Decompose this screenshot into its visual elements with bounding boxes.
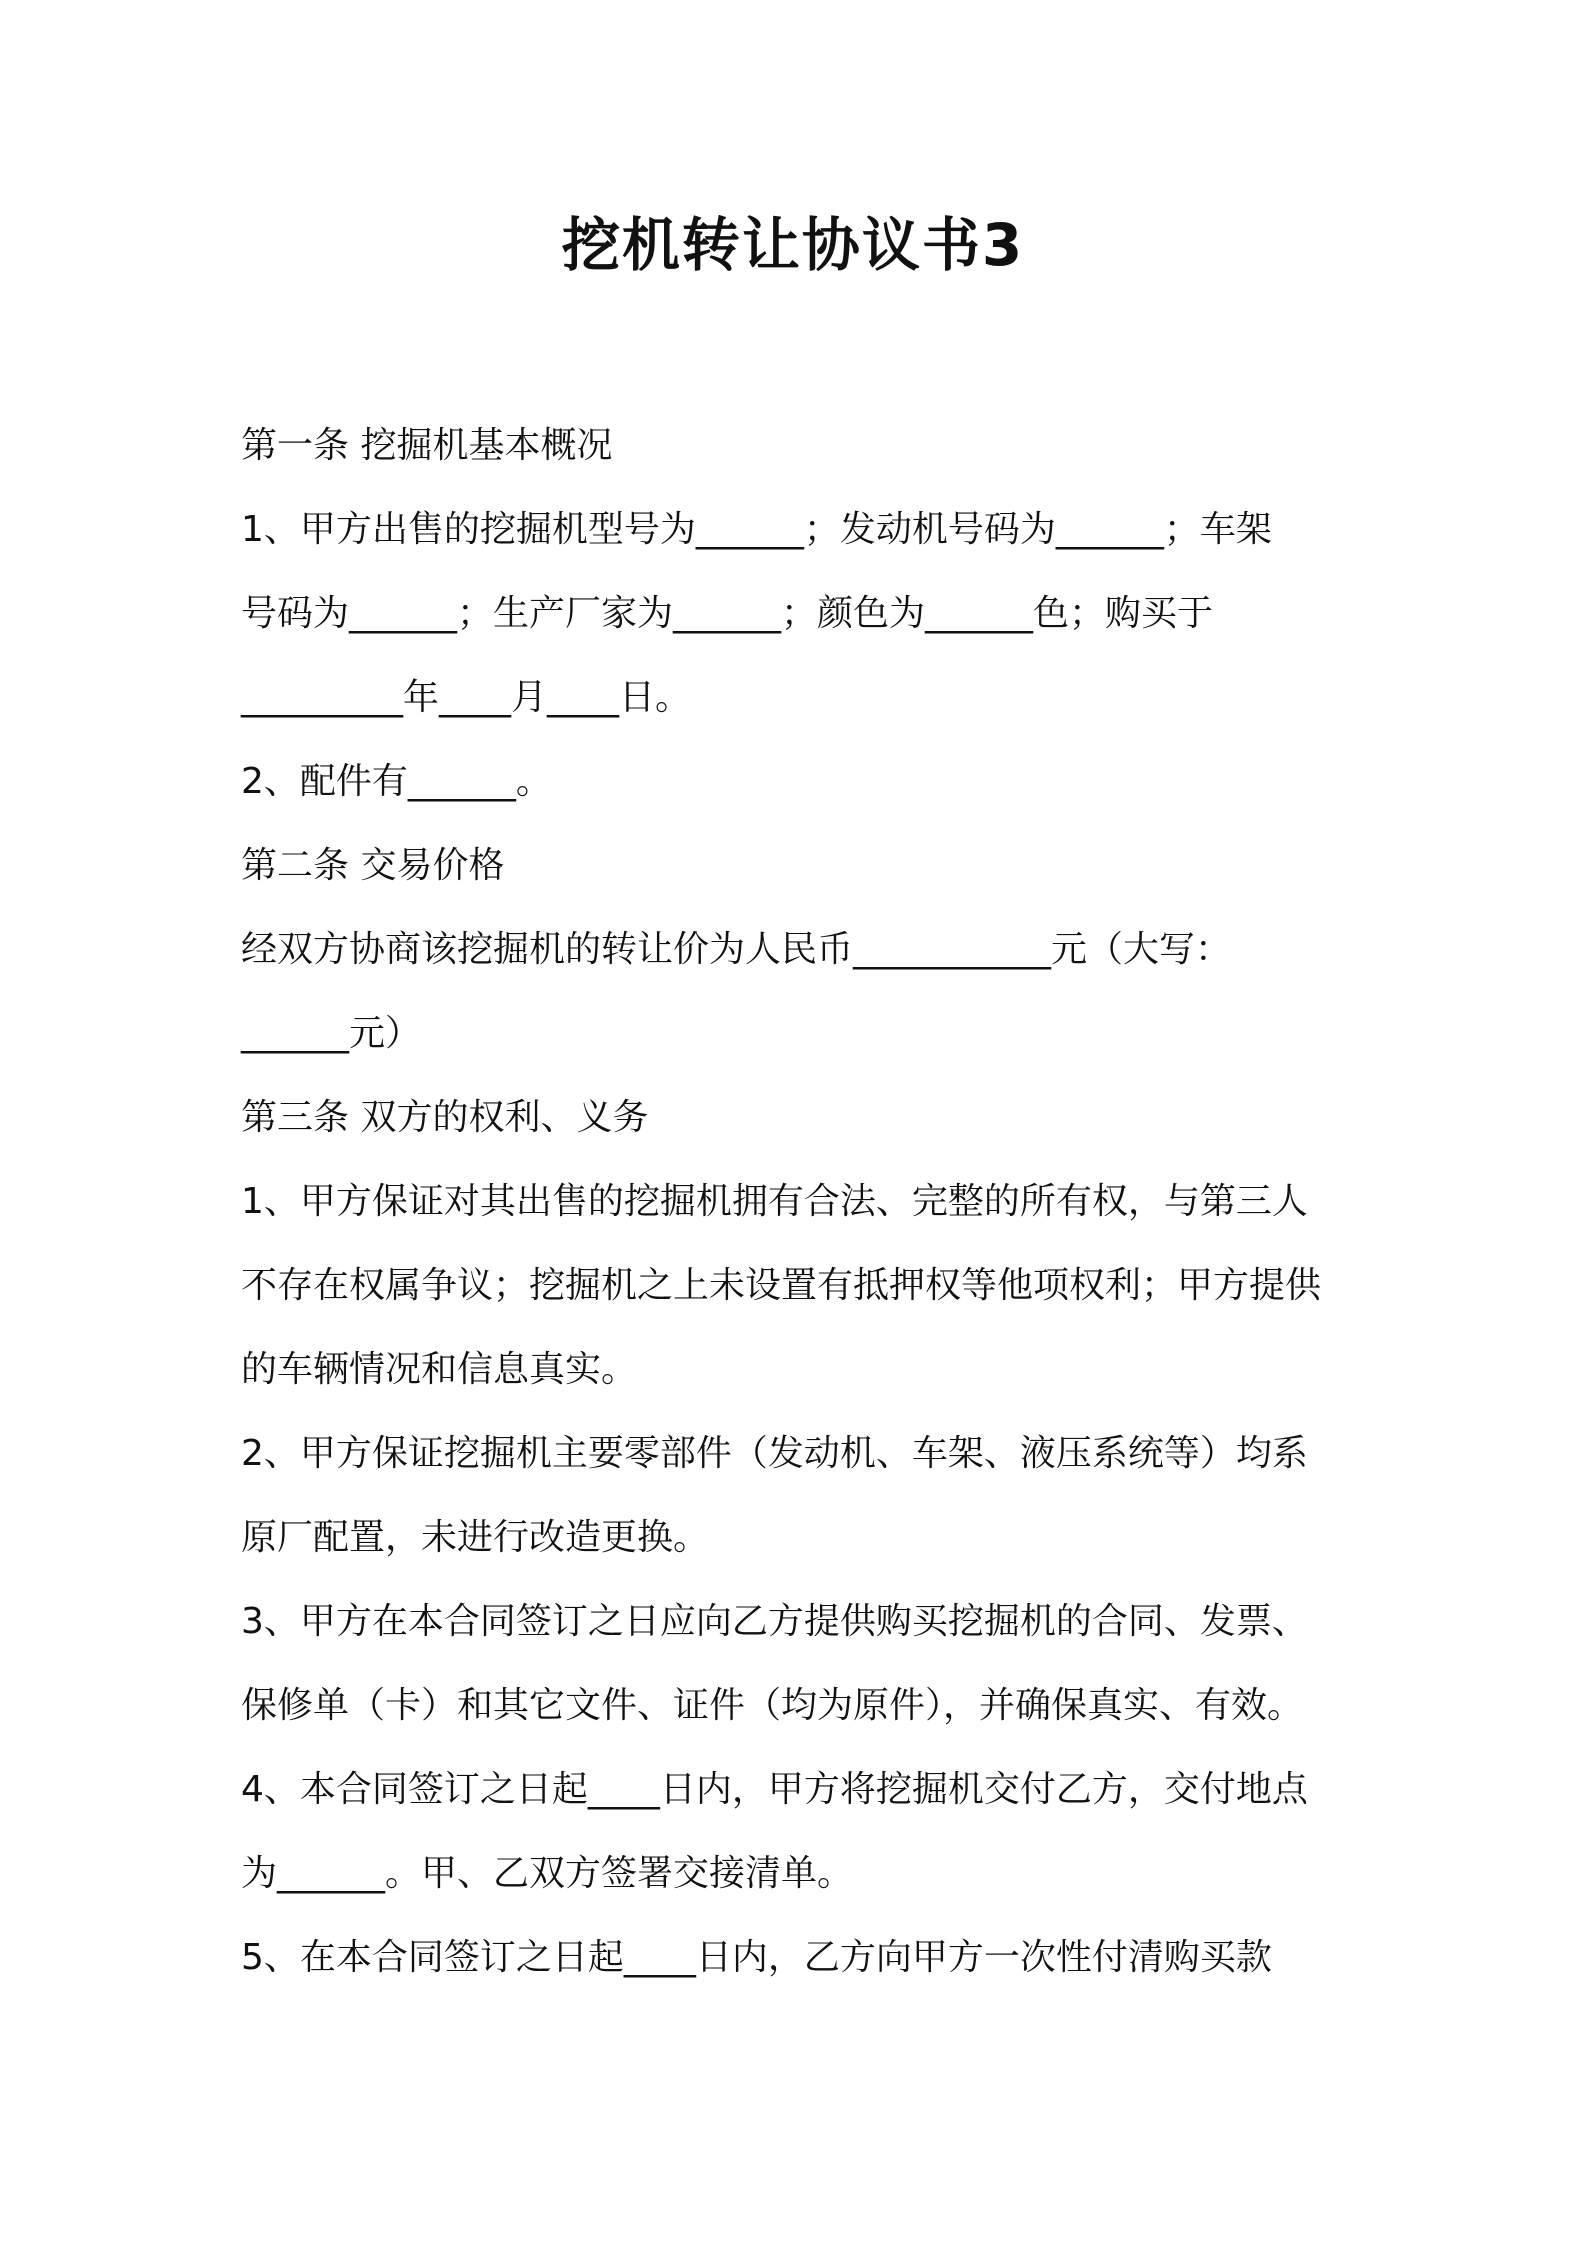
paragraph-line: 2、配件有______。	[241, 761, 552, 802]
section-heading-2: 第二条 交易价格	[241, 845, 505, 886]
paragraph-line: 号码为______；生产厂家为______；颜色为______色；购买于	[241, 593, 1214, 634]
section-heading-3: 第三条 双方的权利、义务	[241, 1097, 649, 1138]
paragraph-line: 5、在本合同签订之日起____日内，乙方向甲方一次性付清购买款	[241, 1937, 1272, 1978]
paragraph-line: 经双方协商该挖掘机的转让价为人民币___________元（大写：	[241, 929, 1232, 970]
paragraph-line: 不存在权属争议；挖掘机之上未设置有抵押权等他项权利；甲方提供	[241, 1265, 1322, 1306]
paragraph-line: 原厂配置，未进行改造更换。	[241, 1517, 710, 1558]
document-body	[241, 404, 1361, 2000]
paragraph-line: 保修单（卡）和其它文件、证件（均为原件），并确保真实、有效。	[241, 1685, 1304, 1726]
paragraph-line: ______元）	[241, 1013, 422, 1054]
paragraph-line: 为______。甲、乙双方签署交接清单。	[241, 1853, 854, 1894]
document-title: 挖机转让协议书3	[561, 211, 1025, 279]
paragraph-line: 1、甲方出售的挖掘机型号为______；发动机号码为______；车架	[241, 509, 1272, 550]
paragraph-line: 1、甲方保证对其出售的挖掘机拥有合法、完整的所有权，与第三人	[241, 1181, 1308, 1222]
paragraph-line: _________年____月____日。	[241, 677, 692, 718]
paragraph-line: 4、本合同签订之日起____日内，甲方将挖掘机交付乙方，交付地点	[241, 1769, 1308, 1810]
paragraph-line: 3、甲方在本合同签订之日应向乙方提供购买挖掘机的合同、发票、	[241, 1601, 1308, 1642]
section-heading-1: 第一条 挖掘机基本概况	[241, 425, 613, 466]
paragraph-line: 2、甲方保证挖掘机主要零部件（发动机、车架、液压系统等）均系	[241, 1433, 1308, 1474]
paragraph-line: 的车辆情况和信息真实。	[241, 1349, 638, 1390]
